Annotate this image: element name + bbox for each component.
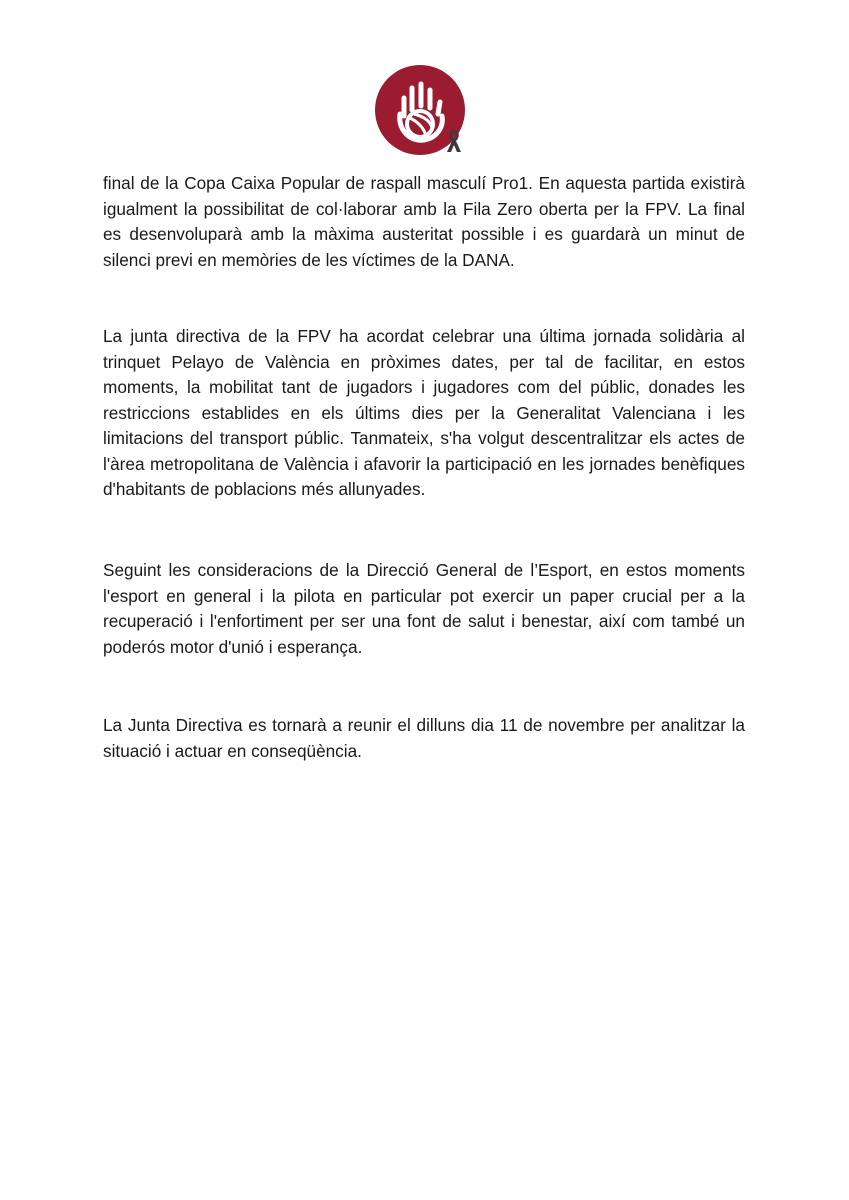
paragraph-2: La junta directiva de la FPV ha acordat celebrar una última jornada solidària al trinquet Pelayo de València en pròximes dates, per tal de facilitar, en estos moments, la mobilitat tant de jugadors i jugadores com del públic, donades les restriccions establides en els últims dies per la Generalitat Valenciana i les limitacions del transport públic. Tanmateix, s'ha volgut descentralitzar els actes de l'àrea metropolitana de València i afavorir la participació en les jornades benèfiques d'habitants de poblacions més allunyades. <box>103 326 745 499</box>
fpv-logo <box>374 64 466 156</box>
paragraph-1: final de la Copa Caixa Popular de raspall masculí Pro1. En aquesta partida existirà igualment la possibilitat de col·laborar amb la Fila Zero oberta per la FPV. La final es desenvoluparà amb la màxima austeritat possible i es guardarà un minut de silenci previ en memòries de les víctimes de la DANA. <box>103 173 745 270</box>
paragraph-4: La Junta Directiva es tornarà a reunir el dilluns dia 11 de novembre per analitzar la situació i actuar en conseqüència. <box>103 715 745 761</box>
black-ribbon-icon <box>444 128 464 154</box>
paragraph-3: Seguint les consideracions de la Direcció General de l’Esport, en estos moments l'esport en general i la pilota en particular pot exercir un paper crucial per a la recuperació i l'enfortiment per ser una font de salut i benestar, així com també un poderós motor d'unió i esperança. <box>103 560 745 657</box>
